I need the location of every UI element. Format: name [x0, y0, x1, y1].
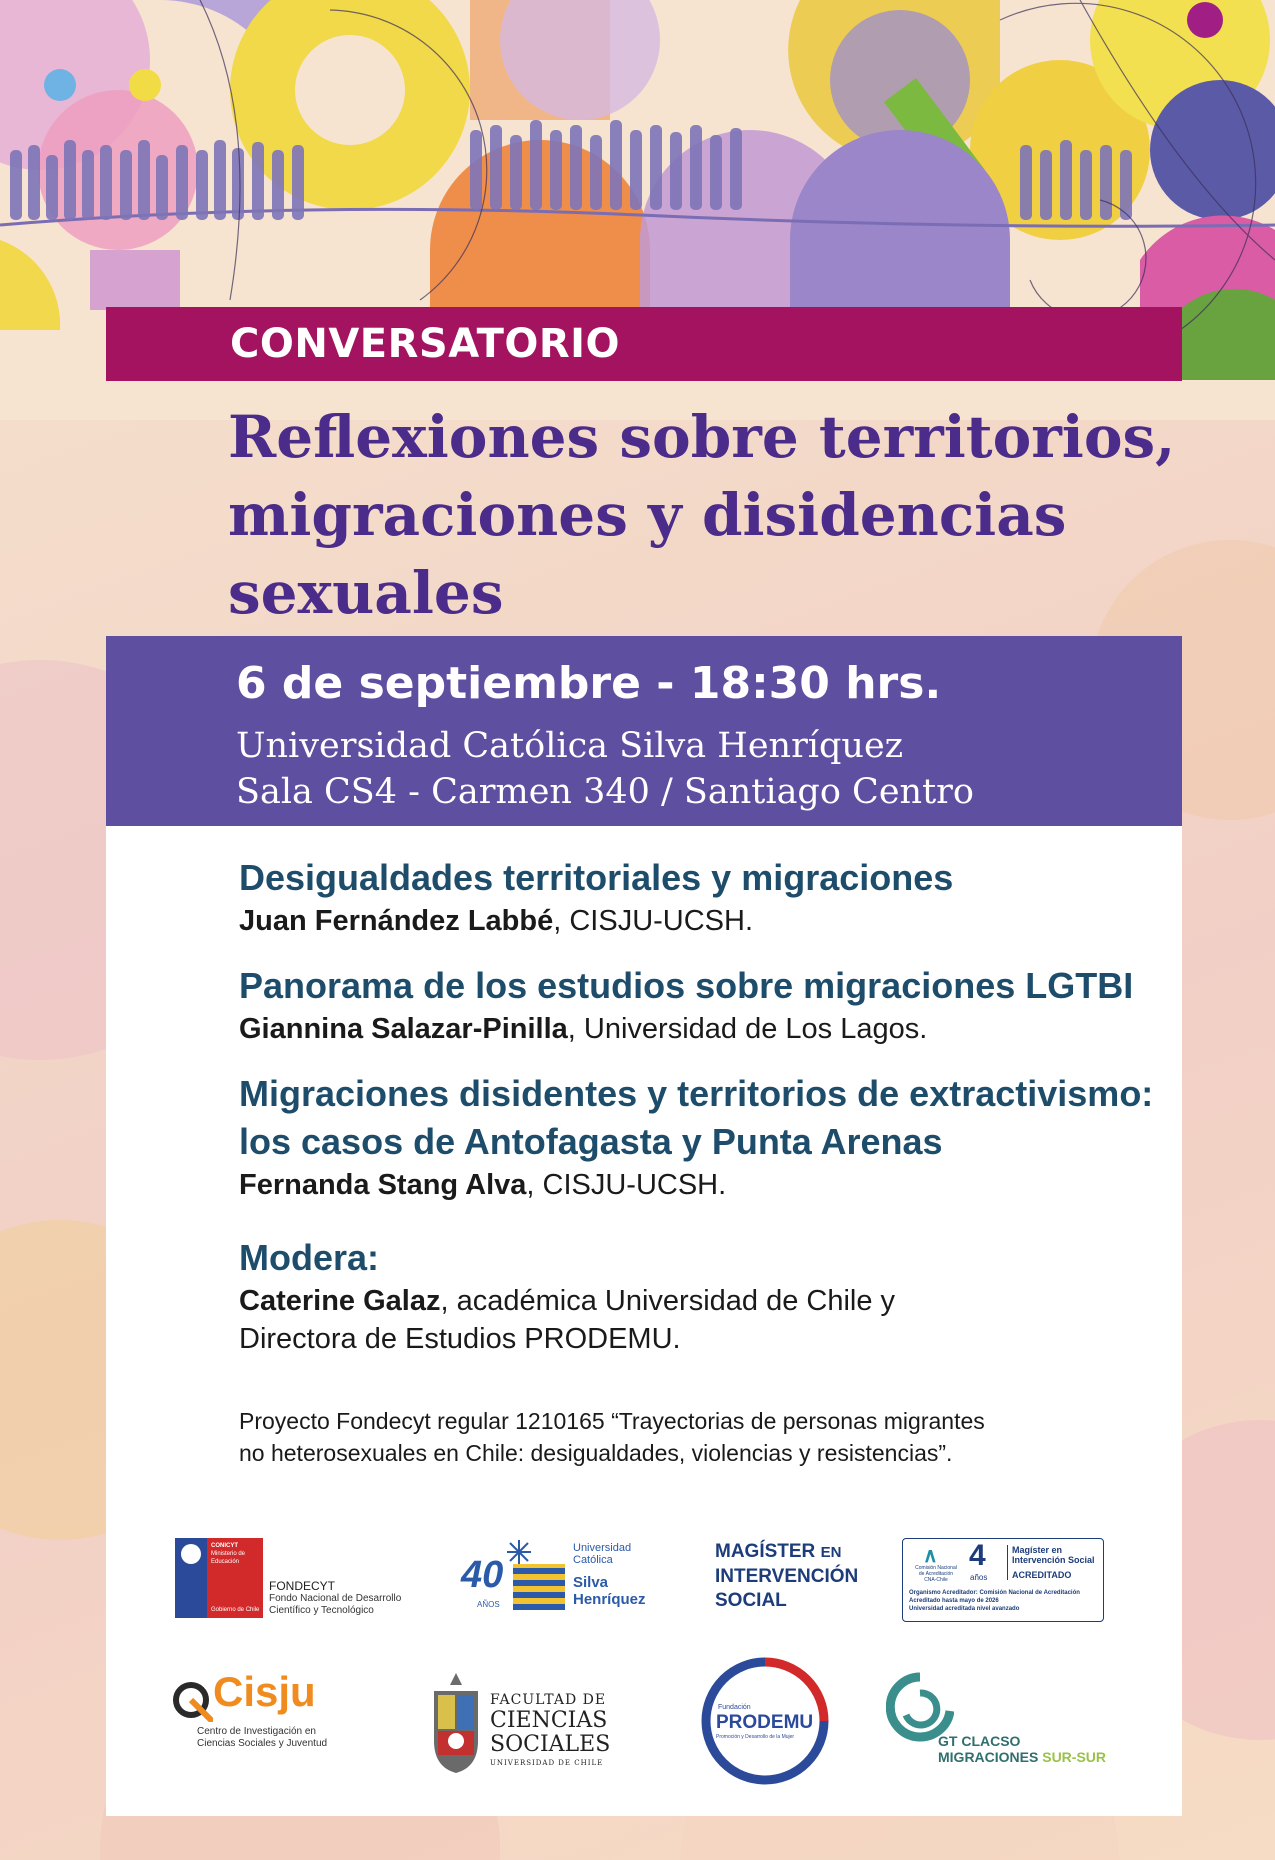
moderator-affiliation: , académica Universidad de Chile y — [440, 1285, 896, 1317]
accreditation-years: 4 — [969, 1539, 986, 1572]
ucsh-line: Universidad — [573, 1542, 632, 1554]
kicker-bar — [106, 307, 1182, 381]
facso-text — [490, 1691, 610, 1769]
facso-line: UNIVERSIDAD DE CHILE — [490, 1759, 604, 1767]
cisju-desc — [197, 1726, 327, 1750]
clacso-word: MIGRACIONES — [938, 1749, 1039, 1765]
prodemu-logo — [700, 1656, 830, 1786]
moderator-block — [239, 1234, 1159, 1358]
ucsh-text — [573, 1542, 646, 1608]
ucsh-stripes — [513, 1564, 565, 1610]
cna-org-line: CNA-Chile — [924, 1577, 948, 1583]
cisju-desc-line: Centro de Investigación en — [197, 1726, 316, 1737]
talk-item — [239, 962, 1159, 1048]
talk-title: Migraciones disidentes y territorios de extractivismo: — [239, 1073, 1154, 1114]
clacso-logo — [886, 1671, 1106, 1771]
ucsh-logo — [461, 1538, 681, 1618]
speaker-affiliation: , CISJU-UCSH. — [526, 1169, 727, 1201]
speaker-affiliation: , Universidad de Los Lagos. — [567, 1013, 928, 1045]
program-panel — [106, 826, 1182, 1816]
event-details-box — [106, 636, 1182, 826]
ucsh-line: Henríquez — [573, 1591, 646, 1608]
magister-line — [715, 1540, 885, 1565]
prodemu-tagline: Promoción y Desarrollo de la Mujer — [716, 1734, 795, 1740]
event-title-line: Reflexiones sobre territorios, — [228, 403, 1176, 471]
speaker-name: Giannina Salazar-Pinilla — [239, 1013, 568, 1045]
event-type-label: CONVERSATORIO — [230, 321, 621, 367]
ucsh-line: Católica — [573, 1554, 613, 1566]
ucsh-anniversary: 40 — [461, 1554, 504, 1596]
accreditation-footer-line: Universidad acreditada nivel avanzado — [909, 1606, 1020, 1612]
event-title — [228, 398, 1208, 632]
accreditation-program — [1007, 1545, 1095, 1580]
talk-item — [239, 854, 1159, 940]
accreditation-program-line: Magíster en — [1012, 1545, 1063, 1555]
ucsh-line: Silva — [573, 1574, 609, 1591]
conicyt-badge-gov: Gobierno de Chile — [211, 1607, 260, 1613]
star-icon — [507, 1540, 531, 1564]
prodemu-name: PRODEMU — [716, 1712, 814, 1733]
talk-list — [239, 854, 1159, 1380]
project-note-line: no heterosexuales en Chile: desigualdades, violencias y resistencias”. — [239, 1440, 953, 1466]
talk-title: los casos de Antofagasta y Punta Arenas — [239, 1121, 943, 1162]
fondecyt-desc: Científico y Tecnológico — [269, 1605, 374, 1616]
speaker-affiliation: , CISJU-UCSH. — [553, 905, 754, 937]
facso-line: SOCIALES — [490, 1732, 611, 1757]
magister-word: MAGÍSTER — [715, 1541, 816, 1562]
conicyt-badge-name: CONICYT — [211, 1543, 238, 1549]
accreditation-footer-line: Organismo Acreditador: Comisión Nacional de Acreditación — [909, 1590, 1080, 1596]
moderator-label: Modera: — [239, 1237, 380, 1278]
clacso-line — [938, 1749, 1106, 1765]
accreditation-program-line: Intervención Social — [1012, 1555, 1095, 1565]
talk-title: Desigualdades territoriales y migraciones — [239, 857, 954, 898]
clacso-line: GT CLACSO — [938, 1733, 1021, 1749]
moderator-name: Caterine Galaz — [239, 1285, 441, 1317]
university-crest-icon — [428, 1671, 484, 1775]
cisju-desc-line: Ciencias Sociales y Juventud — [197, 1738, 328, 1749]
cna-org-line: Comisión Nacional — [915, 1565, 957, 1571]
prodemu-small: Fundación — [718, 1704, 751, 1711]
moderator-role: Directora de Estudios PRODEMU. — [239, 1323, 681, 1355]
magister-line: SOCIAL — [715, 1590, 787, 1611]
fondecyt-logo — [175, 1538, 405, 1618]
speaker-name: Fernanda Stang Alva — [239, 1169, 527, 1201]
cisju-mark-icon — [169, 1678, 213, 1722]
cisju-logo — [169, 1668, 369, 1754]
fondecyt-desc: Fondo Nacional de Desarrollo — [269, 1593, 402, 1604]
magister-word: EN — [820, 1544, 842, 1561]
cna-org — [907, 1565, 965, 1583]
ucsh-anniversary-label: AÑOS — [477, 1600, 500, 1609]
clacso-word: SUR-SUR — [1042, 1749, 1107, 1765]
talk-item — [239, 1070, 1159, 1204]
accreditation-footer-line: Acreditado hasta mayo de 2026 — [909, 1598, 999, 1604]
accreditation-footer — [909, 1589, 1080, 1613]
event-venue: Universidad Católica Silva Henríquez — [236, 726, 904, 766]
event-title-line: migraciones y disidencias — [228, 481, 1067, 549]
clacso-text — [938, 1733, 1106, 1765]
speaker-name: Juan Fernández Labbé — [239, 905, 554, 937]
project-note — [239, 1405, 1119, 1469]
facso-line: CIENCIAS — [490, 1708, 608, 1733]
facso-logo — [428, 1671, 648, 1776]
fondecyt-name: FONDECYT — [269, 1579, 335, 1593]
conicyt-badge-ministry: Ministerio de Educación — [211, 1551, 246, 1565]
project-note-line: Proyecto Fondecyt regular 1210165 “Trayectorias de personas migrantes — [239, 1408, 985, 1434]
event-room-address: Sala CS4 - Carmen 340 / Santiago Centro — [236, 772, 974, 812]
moderator-line — [239, 1282, 1159, 1320]
magister-logo — [715, 1540, 885, 1620]
talk-speaker — [239, 902, 1159, 940]
cna-org-line: de Acreditación — [918, 1571, 954, 1577]
talk-title: Panorama de los estudios sobre migraciones LGTBI — [239, 965, 1134, 1006]
cna-logo-mark: ∧ — [923, 1545, 938, 1567]
conicyt-badge — [211, 1542, 261, 1614]
talk-speaker — [239, 1166, 1159, 1204]
event-date-time: 6 de septiembre - 18:30 hrs. — [236, 658, 942, 709]
accreditation-badge — [902, 1538, 1104, 1622]
talk-speaker — [239, 1010, 1159, 1048]
cisju-name: Cisju — [213, 1668, 316, 1715]
accreditation-status: ACREDITADO — [1012, 1570, 1072, 1580]
magister-line: INTERVENCIÓN — [715, 1566, 859, 1587]
event-title-line: sexuales — [228, 559, 504, 627]
facso-line: FACULTAD DE — [490, 1692, 607, 1708]
accreditation-years-label: años — [970, 1573, 988, 1582]
